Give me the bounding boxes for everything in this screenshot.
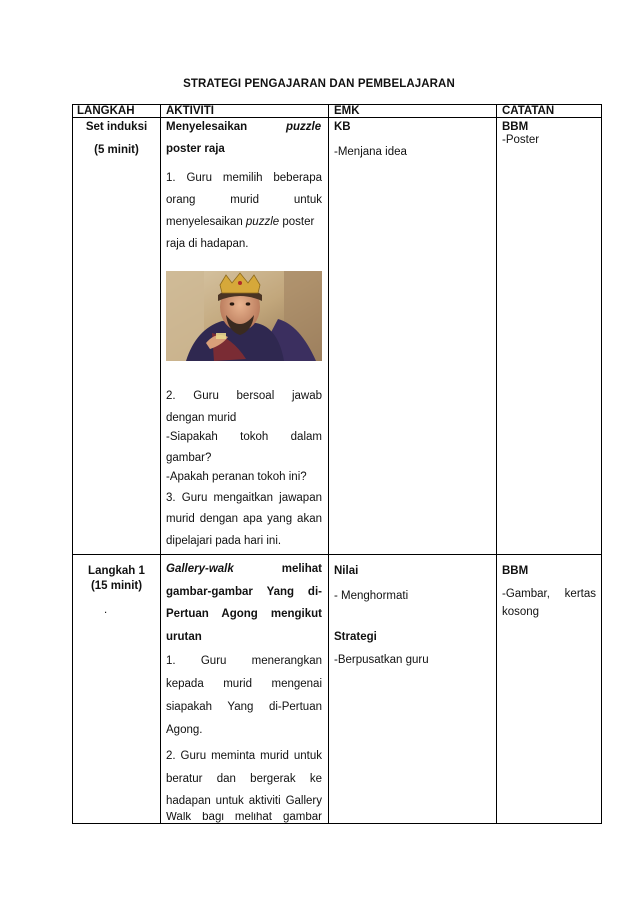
row1-p1-line1: 1. Guru memilih beberapa (166, 172, 322, 184)
row2-catatan-line1: -Gambar, kertas (502, 588, 596, 600)
row2-heading-line2: gambar-gambar Yang di- (166, 586, 322, 598)
king-poster-image (166, 271, 322, 361)
page-title: STRATEGI PENGAJARAN DAN PEMBELAJARAN (183, 78, 455, 90)
row2-p1-line3: siapakah Yang di-Pertuan (166, 701, 322, 713)
row2-p2-line2: beratur dan bergerak ke (166, 773, 322, 785)
row2-catatan-heading: BBM (502, 565, 529, 577)
row1-p1-line4: raja di hadapan. (166, 238, 249, 250)
row2-emk-heading2: Strategi (334, 631, 377, 643)
row2-heading-line3: Pertuan Agong mengikut (166, 608, 322, 620)
row1-p2-line7: murid dengan apa yang akan (166, 513, 322, 525)
row2-langkah-dot: . (104, 604, 108, 616)
row1-p1-line3: menyelesaikan puzzle poster (166, 216, 315, 228)
row2-p1-line1: 1. Guru menerangkan (166, 655, 322, 667)
row2-emk-text1: - Menghormati (334, 590, 409, 602)
row1-p2-line3: -Siapakah tokoh dalam (166, 431, 322, 443)
row2-p2-line1: 2. Guru meminta murid untuk (166, 750, 322, 762)
row1-p2-line2: dengan murid (166, 412, 237, 424)
row1-p2-line8: dipelajari pada hari ini. (166, 535, 282, 547)
row2-langkah-time: (15 minit) (90, 580, 143, 592)
row1-emk-heading: KB (334, 121, 351, 133)
row2-emk-text2: -Berpusatkan guru (334, 654, 429, 666)
row2-heading-line1: Gallery-walk melihat (166, 563, 322, 575)
row2-p2-line3: hadapan untuk aktiviti Gallery (166, 795, 322, 807)
header-emk: EMK (334, 105, 360, 117)
row1-aktiviti-heading-line2: poster raja (166, 143, 225, 155)
row2-emk-heading1: Nilai (334, 565, 359, 577)
row1-langkah-time: (5 minit) (94, 144, 139, 156)
row1-p2-line4: gambar? (166, 452, 212, 464)
row1-p2-line5: -Apakah peranan tokoh ini? (166, 471, 307, 483)
header-catatan: CATATAN (502, 105, 555, 117)
row1-p1-line2: orang murid untuk (166, 194, 322, 206)
row2-p2-line4: Walk bagi melihat gambar (166, 812, 322, 823)
header-langkah: LANGKAH (77, 105, 135, 117)
row2-p1-line4: Agong. (166, 724, 203, 736)
header-aktiviti: AKTIVITI (166, 105, 214, 117)
row1-aktiviti-heading: Menyelesaikan (166, 121, 248, 133)
row1-catatan-text: -Poster (502, 134, 540, 146)
row1-emk-text: -Menjana idea (334, 146, 407, 158)
row2-langkah-name: Langkah 1 (88, 565, 145, 577)
row1-langkah-name: Set induksi (85, 121, 148, 133)
row1-catatan-heading: BBM (502, 121, 529, 133)
row2-heading-line4: urutan (166, 631, 202, 643)
row2-catatan-line2: kosong (502, 606, 540, 618)
row1-p2-line1: 2. Guru bersoal jawab (166, 390, 322, 402)
row2-p1-line2: kepada murid mengenai (166, 678, 322, 690)
row1-aktiviti-heading-puzzle: puzzle (286, 121, 322, 133)
row1-p2-line6: 3. Guru mengaitkan jawapan (166, 492, 322, 504)
